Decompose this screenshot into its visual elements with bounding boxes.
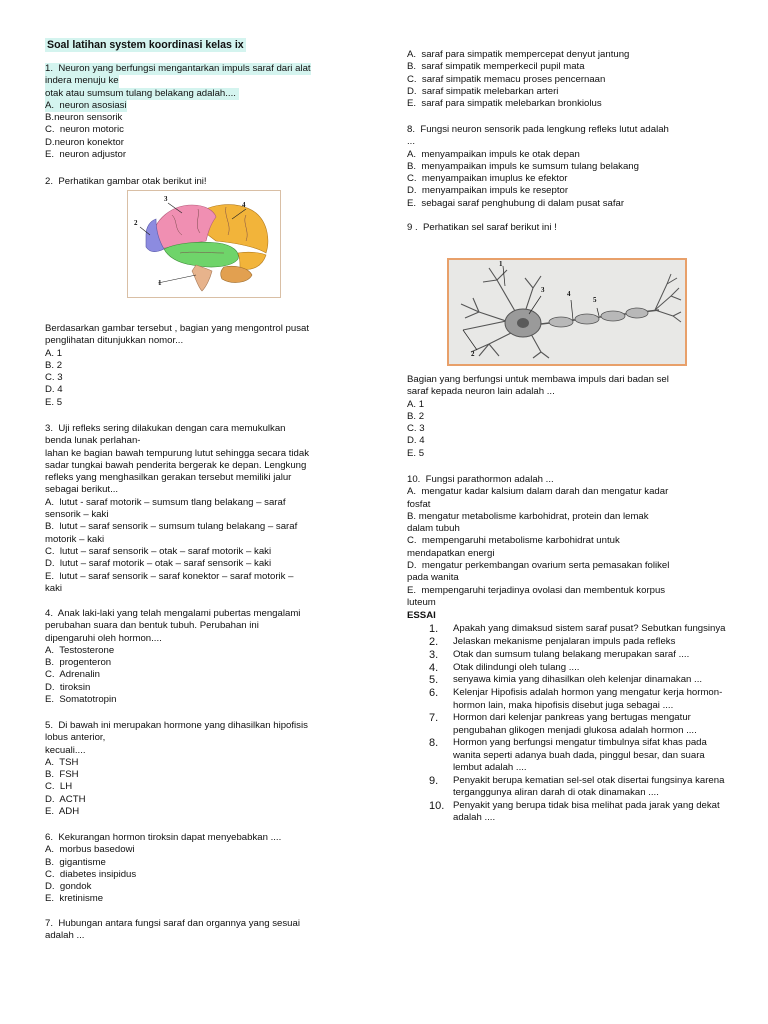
answer-option: A. 1 bbox=[45, 347, 63, 359]
question-line: A. lutut - saraf motorik – sumsum tlang belakang – saraf bbox=[45, 496, 286, 508]
question-line: 6. Kekurangan hormon tiroksin dapat menyebabkan .... bbox=[45, 832, 282, 843]
brain-label-3: 3 bbox=[164, 195, 168, 203]
question-line: C. LH bbox=[45, 781, 73, 793]
question-line: indera menuju ke bbox=[45, 75, 119, 87]
question-line: C. Adrenalin bbox=[45, 669, 100, 681]
question-line: 7. Hubungan antara fungsi saraf dan organnya yang sesuai bbox=[45, 918, 300, 929]
essai-item bbox=[407, 775, 727, 800]
essai-item-number: 5. bbox=[429, 674, 439, 687]
question-line: E. mempengaruhi terjadinya ovolasi dan membentuk korpus bbox=[407, 584, 666, 596]
question-line: B. lutut – saraf sensorik – sumsum tulang belakang – saraf bbox=[45, 521, 298, 533]
essai-item bbox=[407, 712, 727, 737]
question-line: fosfat bbox=[407, 498, 431, 510]
question-line: pada wanita bbox=[407, 572, 459, 584]
question-5 bbox=[45, 720, 367, 818]
question-line: D. 4 bbox=[407, 435, 425, 447]
question-line: 8. Fungsi neuron sensorik pada lengkung refleks lutut adalah bbox=[407, 124, 669, 135]
answer-option: E. neuron adjustor bbox=[45, 149, 127, 161]
question-1 bbox=[45, 63, 367, 161]
question-2 bbox=[45, 176, 367, 188]
question-line: otak atau sumsum tulang belakang adalah.... bbox=[45, 87, 239, 99]
essai-item-number: 7. bbox=[429, 712, 439, 725]
answer-option: E. saraf para simpatik melebarkan bronkiolus bbox=[407, 98, 602, 110]
question-9-prompt: 9 . Perhatikan sel saraf berikut ini ! bbox=[407, 222, 557, 233]
answer-option: C. saraf simpatik memacu proses pencernaan bbox=[407, 73, 606, 85]
question-line: perubahan suara dan bentuk tubuh. Perubahan ini bbox=[45, 620, 259, 632]
question-line: A. TSH bbox=[45, 756, 79, 768]
question-line: Berdasarkan gambar tersebut , bagian yang mengontrol pusat bbox=[45, 323, 309, 334]
question-line: sadar tungkai bawah penderita bergerak ke depan. Lengkung bbox=[45, 459, 307, 471]
question-line: A. menyampaikan impuls ke otak depan bbox=[407, 148, 580, 160]
essai-heading: ESSAI bbox=[407, 610, 436, 621]
answer-option: D.neuron konektor bbox=[45, 136, 124, 148]
question-line: B. mengatur metabolisme karbohidrat, protein dan lemak bbox=[407, 510, 649, 522]
essai-item bbox=[407, 636, 727, 648]
question-line: lobus anterior, bbox=[45, 732, 106, 744]
question-line: D. tiroksin bbox=[45, 681, 91, 693]
essai-item-text: Jelaskan mekanisme penjalaran impuls pada refleks bbox=[453, 636, 676, 648]
question-line: D. mengatur perkembangan ovarium serta pemasakan folikel bbox=[407, 560, 670, 572]
question-line: D. ACTH bbox=[45, 793, 86, 805]
question-line: C. mempengaruhi metabolisme karbohidrat untuk bbox=[407, 535, 620, 547]
answer-option: D. 4 bbox=[45, 384, 63, 396]
question-line: C. menyampaikan imuplus ke efektor bbox=[407, 173, 568, 185]
essai-item-text: Kelenjar Hipofisis adalah hormon yang mengatur kerja hormon-hormon lain, maka hipofisis disebut juga sebagai .... bbox=[453, 687, 723, 711]
essai-item bbox=[407, 662, 727, 674]
question-9-body bbox=[407, 374, 727, 460]
question-10 bbox=[407, 474, 727, 609]
question-line: B. menyampaikan impuls ke sumsum tulang belakang bbox=[407, 160, 639, 172]
answer-option: A. neuron asosiasi bbox=[45, 99, 127, 111]
question-line: B. progenteron bbox=[45, 657, 112, 669]
question-line: ... bbox=[407, 136, 415, 148]
question-line: D. menyampaikan impuls ke reseptor bbox=[407, 185, 569, 197]
question-2-body bbox=[45, 323, 367, 409]
essai-item-text: Hormon dari kelenjar pankreas yang bertugas mengatur pengubahan glikogen menjadi glukosa adalah hormon .... bbox=[453, 712, 697, 736]
question-line: B. FSH bbox=[45, 769, 79, 781]
question-line: C. lutut – saraf sensorik – otak – saraf motorik – kaki bbox=[45, 545, 272, 557]
essai-item-number: 1. bbox=[429, 623, 439, 636]
brain-diagram bbox=[127, 190, 281, 298]
essai-item-text: Otak dan sumsum tulang belakang merupakan saraf .... bbox=[453, 648, 690, 660]
question-line: C. 3 bbox=[407, 423, 425, 435]
essai-item-text: Apakah yang dimaksud sistem saraf pusat? Sebutkan fungsinya bbox=[453, 623, 726, 635]
essai-item-text: Penyakit berupa kematian sel-sel otak disertai fungsinya karena terganggunya aliran darah di otak dinamakan .... bbox=[453, 774, 725, 799]
neuron-label-2: 2 bbox=[471, 350, 475, 358]
neuron-label-3: 3 bbox=[541, 286, 545, 294]
question-9 bbox=[407, 222, 727, 234]
essai-item bbox=[407, 649, 727, 661]
neuron-label-1: 1 bbox=[499, 260, 503, 268]
question-6 bbox=[45, 832, 367, 906]
question-line: E. kretinisme bbox=[45, 893, 104, 905]
essai-item-number: 8. bbox=[429, 737, 439, 750]
essai-item bbox=[407, 623, 727, 635]
question-line: mendapatkan energi bbox=[407, 547, 495, 559]
question-line: adalah ... bbox=[45, 930, 85, 942]
answer-option: B. saraf simpatik memperkecil pupil mata bbox=[407, 61, 585, 73]
essai-section bbox=[407, 610, 727, 825]
brain-label-2: 2 bbox=[134, 219, 138, 227]
question-3 bbox=[45, 423, 367, 595]
question-line: lahan ke bagian bawah tempurung lutut sehingga secara tidak bbox=[45, 447, 310, 459]
question-line: 1. Neuron yang berfungsi mengantarkan impuls saraf dari alat bbox=[45, 63, 311, 74]
essai-item-text: Otak dilindungi oleh tulang .... bbox=[453, 661, 580, 673]
question-line: sebagai berikut... bbox=[45, 484, 119, 496]
brain-label-4: 4 bbox=[242, 201, 246, 209]
neuron-label-4: 4 bbox=[567, 290, 571, 298]
answer-option: A. saraf para simpatik mempercepat denyut jantung bbox=[407, 49, 630, 60]
answer-option: B. 2 bbox=[45, 359, 63, 371]
question-7 bbox=[45, 918, 367, 943]
question-line: A. 1 bbox=[407, 398, 425, 410]
answer-option: B.neuron sensorik bbox=[45, 112, 123, 124]
essai-item-number: 4. bbox=[429, 661, 439, 674]
question-line: E. 5 bbox=[407, 447, 425, 459]
question-line: D. lutut – saraf motorik – otak – saraf sensorik – kaki bbox=[45, 558, 272, 570]
essai-item-number: 2. bbox=[429, 636, 439, 649]
question-4 bbox=[45, 608, 367, 706]
question-line: kecuali.... bbox=[45, 744, 86, 756]
essai-item-text: Penyakit yang berupa tidak bisa melihat pada jarak yang dekat adalah .... bbox=[453, 799, 720, 824]
essai-item bbox=[407, 687, 727, 712]
question-line: 3. Uji refleks sering dilakukan dengan cara memukulkan bbox=[45, 423, 286, 434]
essai-item bbox=[407, 674, 727, 686]
question-line: 5. Di bawah ini merupakan hormone yang dihasilkan hipofisis bbox=[45, 720, 308, 731]
question-line: sensorik – kaki bbox=[45, 509, 109, 521]
page-title: Soal latihan system koordinasi kelas ix bbox=[47, 39, 244, 51]
answer-option: E. 5 bbox=[45, 396, 63, 408]
question-line: B. gigantisme bbox=[45, 856, 106, 868]
essai-item bbox=[407, 800, 727, 825]
question-line: 4. Anak laki-laki yang telah mengalami pubertas mengalami bbox=[45, 608, 301, 619]
essai-item-number: 9. bbox=[429, 774, 439, 787]
question-2-prompt: 2. Perhatikan gambar otak berikut ini! bbox=[45, 176, 207, 187]
essai-item-number: 6. bbox=[429, 687, 439, 700]
question-line: A. mengatur kadar kalsium dalam darah dan mengatur kadar bbox=[407, 486, 669, 498]
question-line: E. lutut – saraf sensorik – saraf konektor – saraf motorik – bbox=[45, 570, 294, 582]
question-line: A. morbus basedowi bbox=[45, 844, 135, 856]
brain-label-1: 1 bbox=[158, 279, 162, 287]
question-line: E. Somatotropin bbox=[45, 694, 117, 706]
question-line: benda lunak perlahan- bbox=[45, 435, 141, 447]
question-8 bbox=[407, 124, 727, 210]
essai-item bbox=[407, 737, 727, 774]
question-line: E. ADH bbox=[45, 806, 80, 818]
question-line: luteum bbox=[407, 596, 436, 608]
essai-item-number: 10. bbox=[429, 799, 445, 812]
question-line: kaki bbox=[45, 582, 63, 594]
essai-item-text: Hormon yang berfungsi mengatur timbulnya sifat khas pada wanita seperti adanya buah dada, pinggul besar, dan suara lembut adalah .... bbox=[453, 737, 707, 774]
question-line: C. diabetes insipidus bbox=[45, 868, 137, 880]
question-line: refleks yang menghasilkan gerakan tersebut memiliki jalur bbox=[45, 472, 292, 484]
question-line: dipengaruhi oleh hormon.... bbox=[45, 632, 162, 644]
question-line: B. 2 bbox=[407, 410, 425, 422]
question-line: dalam tubuh bbox=[407, 523, 460, 535]
question-line: Bagian yang berfungsi untuk membawa impuls dari badan sel bbox=[407, 374, 669, 385]
question-line: D. gondok bbox=[45, 881, 92, 893]
neuron-label-5: 5 bbox=[593, 296, 597, 304]
essai-item-number: 3. bbox=[429, 648, 439, 661]
question-line: motorik – kaki bbox=[45, 533, 105, 545]
question-7-options bbox=[407, 49, 727, 110]
question-line: saraf kepada neuron lain adalah ... bbox=[407, 386, 555, 398]
question-line: A. Testosterone bbox=[45, 644, 115, 656]
answer-option: C. neuron motoric bbox=[45, 124, 124, 136]
question-line: penglihatan ditunjukkan nomor... bbox=[45, 335, 184, 347]
essai-item-text: senyawa kimia yang dihasilkan oleh kelenjar dinamakan ... bbox=[453, 674, 703, 686]
answer-option: C. 3 bbox=[45, 372, 63, 384]
answer-option: D. saraf simpatik melebarkan arteri bbox=[407, 85, 559, 97]
question-line: E. sebagai saraf penghubung di dalam pusat safar bbox=[407, 197, 625, 209]
neuron-diagram bbox=[447, 258, 687, 366]
question-line: 10. Fungsi parathormon adalah ... bbox=[407, 474, 554, 485]
